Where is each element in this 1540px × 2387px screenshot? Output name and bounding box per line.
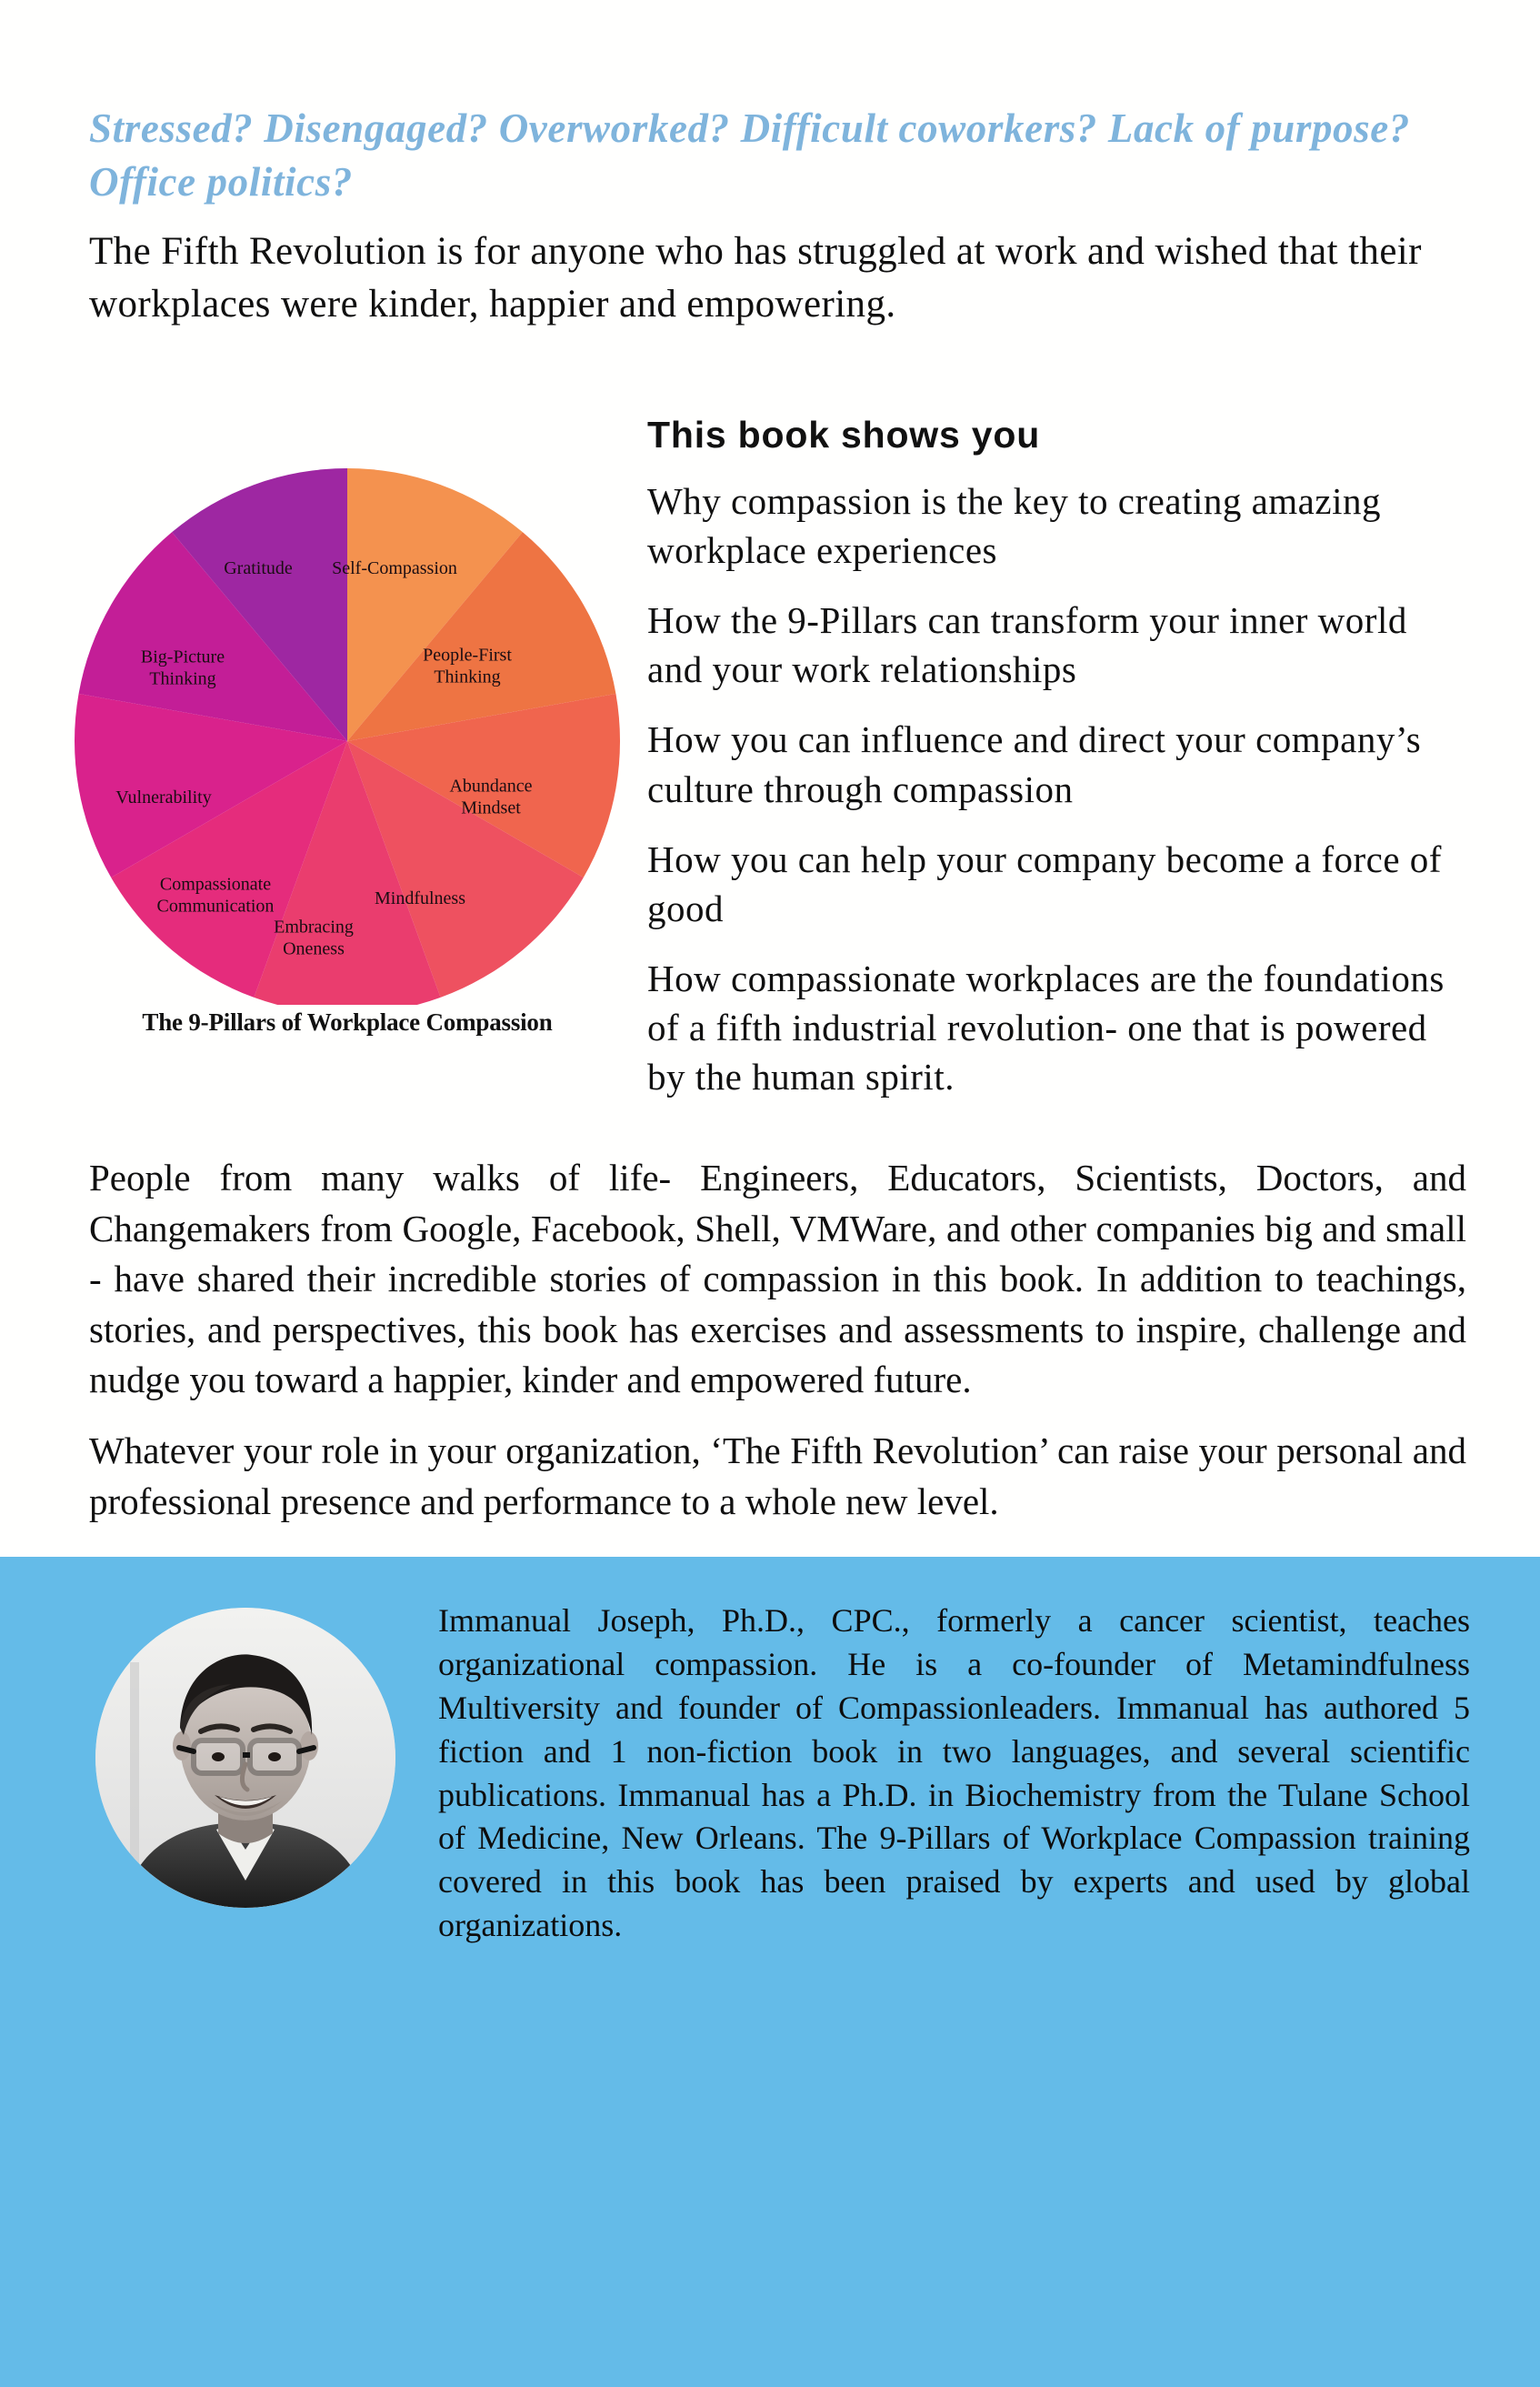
pie-slice-label: Big-Picture Thinking [140, 647, 225, 689]
pie-slice-label: Embracing Oneness [274, 917, 354, 959]
book-shows-block [647, 414, 1447, 1101]
author-bio-text: Immanual Joseph, Ph.D., CPC., formerly a cancer scientist, teaches organizational compassion. He is a co-founder of Metamindfulness Multiversity and founder of Compassionleaders. Immanual has authored 5 fiction and 1 non-fiction book in two languages, and several scientific publications. Immanual has a Ph.D. in Biochemistry from the Tulane School of Medicine, New Orleans. The 9-Pillars of Workplace Compassion training covered in this book has been praised by experts and used by global organizations. [438, 1602, 1470, 1944]
pie-slice-label: Abundance Mindset [449, 776, 533, 818]
pie-slice-label: Vulnerability [115, 787, 212, 807]
author-portrait-illustration [95, 1608, 395, 1908]
pie-slice-label: Compassionate Communication [156, 874, 275, 917]
book-shows-title: This book shows you [647, 414, 1041, 456]
pie-slice-label: Self-Compassion [332, 557, 457, 578]
pillars-chart-block [56, 459, 638, 1037]
book-shows-item: How you can influence and direct your company’s culture through compassion [647, 718, 1422, 810]
book-shows-item: How the 9-Pillars can transform your inner world and your work relationships [647, 599, 1407, 691]
pie-chart-svg [56, 459, 638, 1005]
pie-slice-label: People-First Thinking [423, 645, 512, 687]
intro-paragraph: The Fifth Revolution is for anyone who has struggled at work and wished that their workplaces were kinder, happier and empowering. [89, 230, 1422, 326]
book-shows-item: How compassionate workplaces are the foundations of a fifth industrial revolution- one that is powered by the human spirit. [647, 957, 1445, 1098]
book-shows-item: Why compassion is the key to creating amazing workplace experiences [647, 480, 1381, 572]
body-paragraph-2: Whatever your role in your organization, ‘The Fifth Revolution’ can raise your personal and professional presence and performance to a whole new level. [89, 1429, 1466, 1522]
pie-slice-label: Mindfulness [375, 888, 465, 908]
pie-slice-label: Gratitude [224, 557, 293, 578]
pie-chart [56, 459, 638, 1005]
book-shows-item: How you can help your company become a force of good [647, 837, 1442, 929]
page-headline: Stressed? Disengaged? Overworked? Difficult coworkers? Lack of purpose? Office politics? [89, 105, 1410, 205]
author-portrait-avatar [95, 1608, 395, 1908]
body-paragraph-1: People from many walks of life- Engineers, Educators, Scientists, Doctors, and Changemakers from Google, Facebook, Shell, VMWare, and other companies big and small - have shared their incredible stories of compassion in this book. In addition to teachings, stories, and perspectives, this book has exercises and assessments to inspire, challenge and nudge you toward a happier, kinder and empowered future. [89, 1157, 1466, 1401]
chart-caption: The 9-Pillars of Workplace Compassion [142, 1008, 553, 1036]
